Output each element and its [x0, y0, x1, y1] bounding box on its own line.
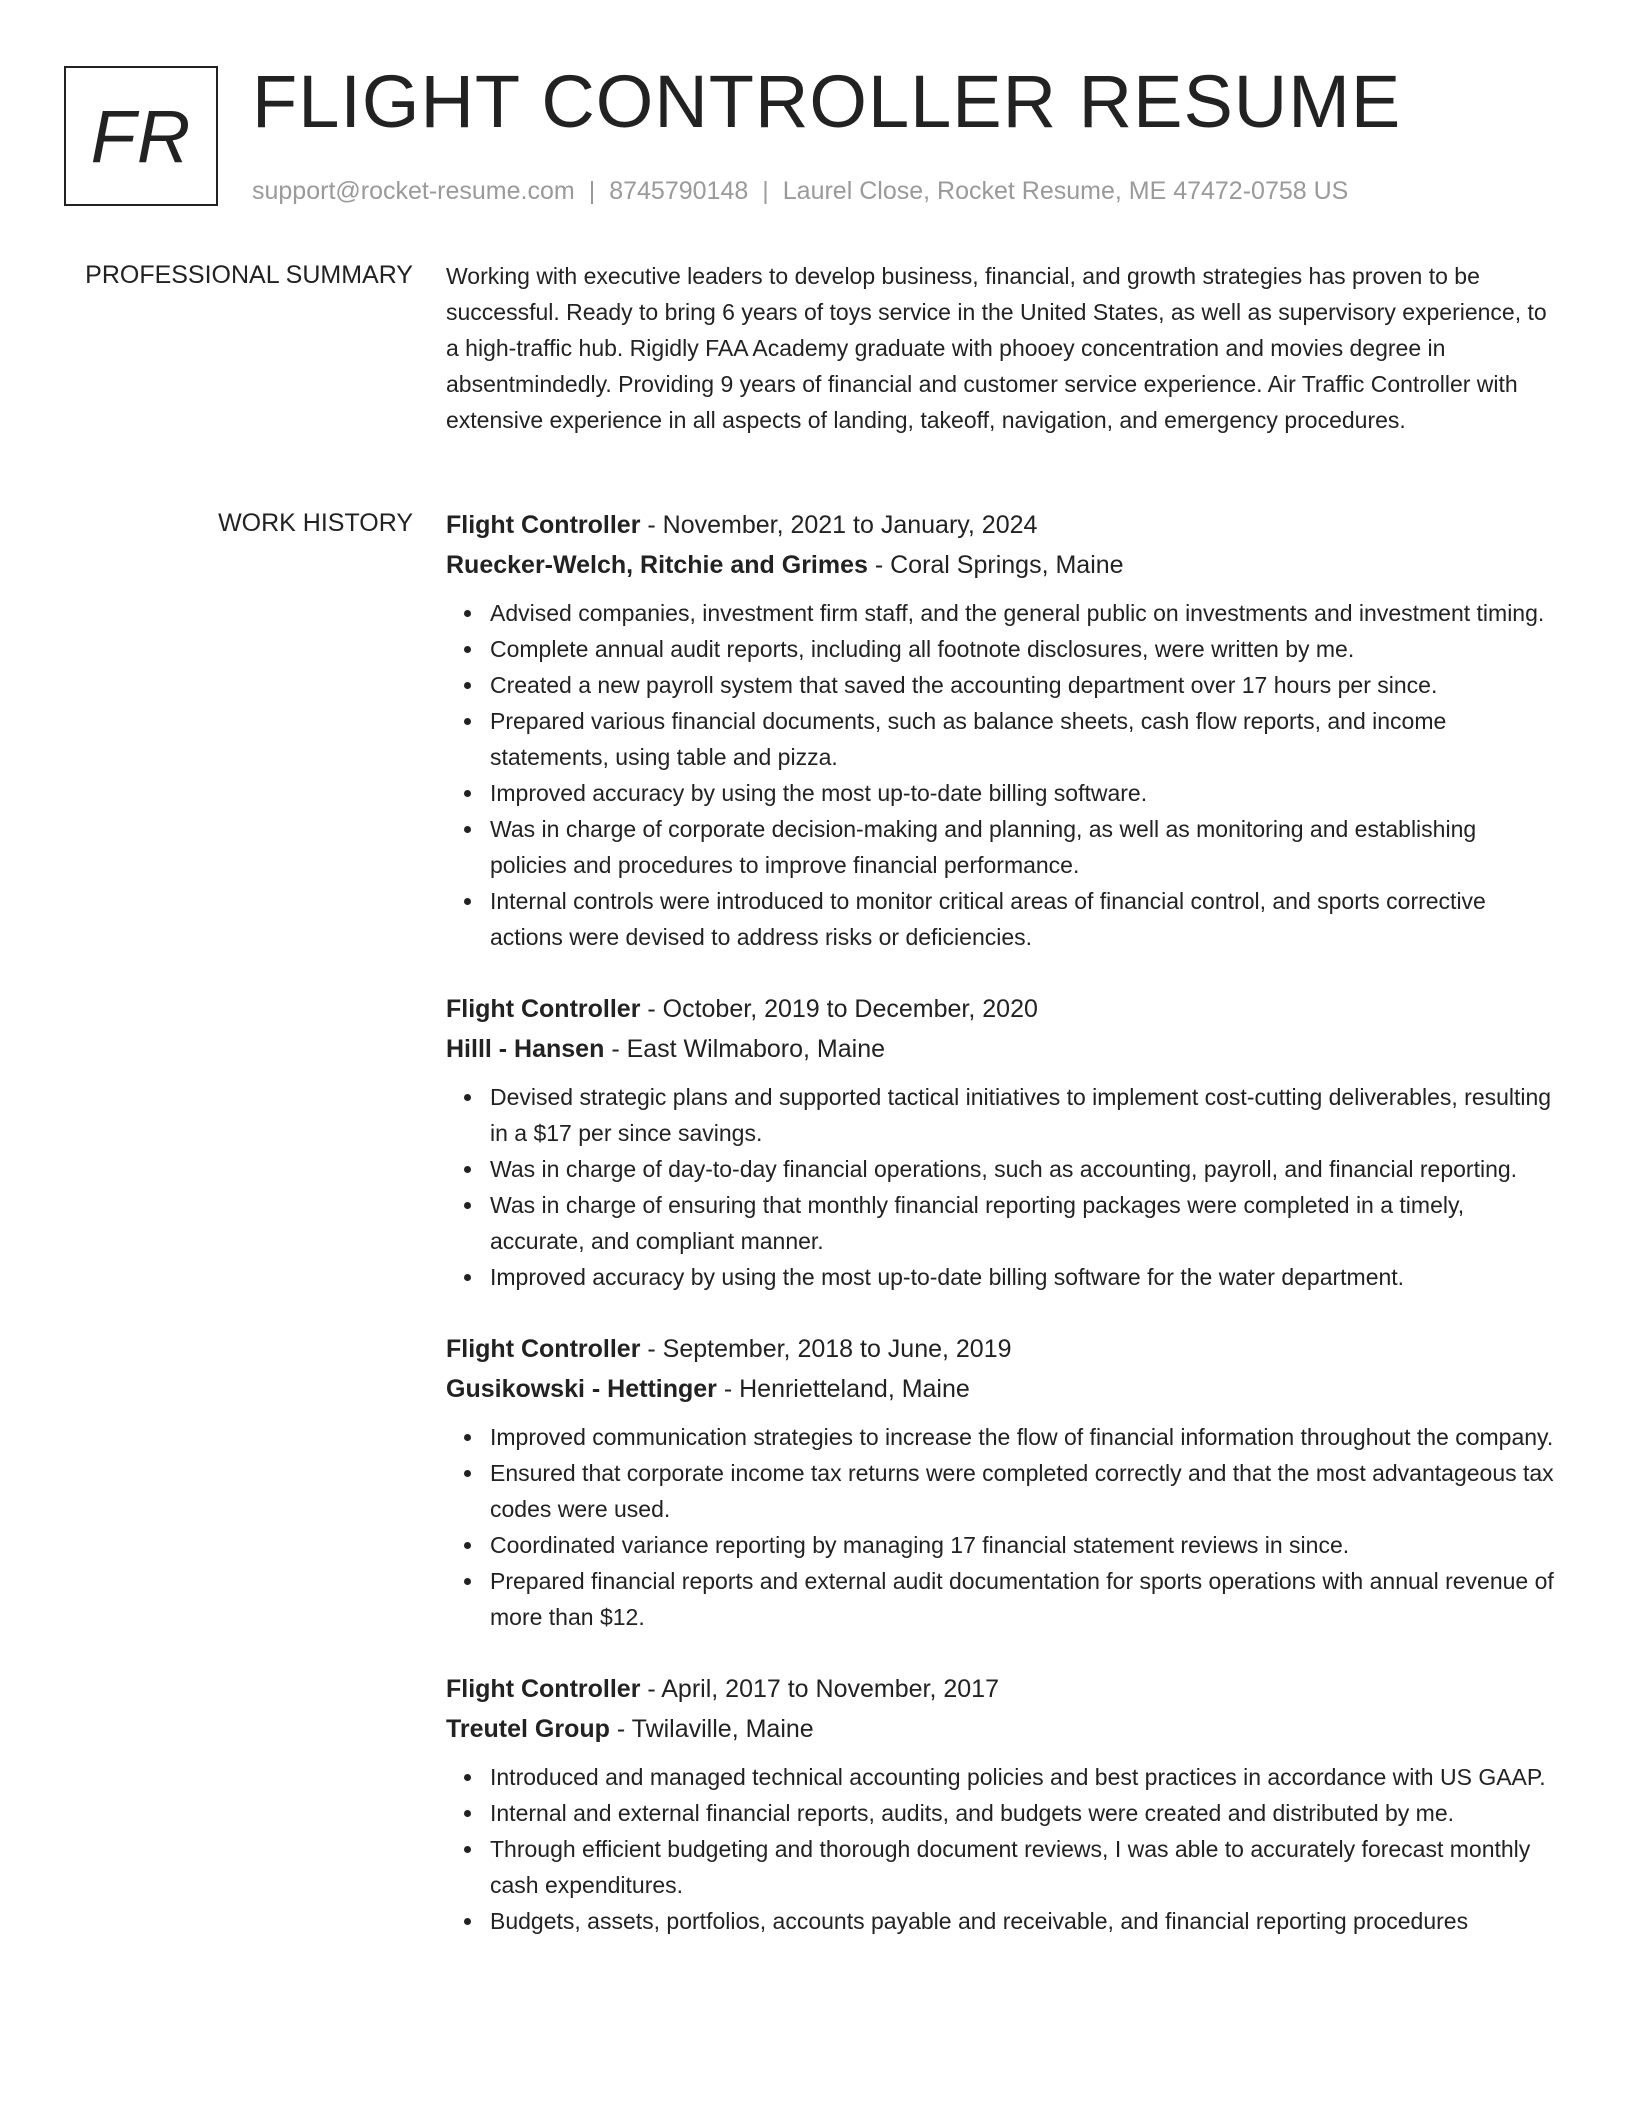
job-bullet: Was in charge of ensuring that monthly financial reporting packages were completed in a timely, accurate, and compliant manner. — [490, 1187, 1558, 1259]
job-bullet: Was in charge of corporate decision-making and planning, as well as monitoring and establishing policies and procedures to improve financial performance. — [490, 811, 1558, 883]
work-history-heading: WORK HISTORY — [218, 509, 413, 537]
job-title: Flight Controller — [446, 1335, 641, 1363]
job-entry — [446, 1669, 1558, 1939]
page-title: FLIGHT CONTROLLER RESUME — [252, 60, 1402, 143]
job-bullet: Prepared financial reports and external audit documentation for sports operations with annual revenue of more than $12. — [490, 1563, 1558, 1635]
job-company: Treutel Group — [446, 1715, 610, 1743]
job-title-line — [446, 1669, 1558, 1709]
monogram-logo: FR — [64, 66, 218, 206]
job-bullet: Advised companies, investment firm staff, and the general public on investments and investment timing. — [490, 595, 1558, 631]
job-title-line — [446, 1329, 1558, 1369]
job-bullet: Internal controls were introduced to monitor critical areas of financial control, and sports corrective actions were devised to address risks or deficiencies. — [490, 883, 1558, 955]
job-location: - Henrietteland, Maine — [716, 1375, 970, 1403]
job-title-line — [446, 505, 1558, 545]
job-bullet: Introduced and managed technical accounting policies and best practices in accordance with US GAAP. — [490, 1759, 1558, 1795]
job-bullet: Through efficient budgeting and thorough document reviews, I was able to accurately forecast monthly cash expenditures. — [490, 1831, 1558, 1903]
contact-separator: | — [762, 177, 769, 205]
job-dates: - September, 2018 to June, 2019 — [640, 1335, 1012, 1363]
job-bullets — [446, 1419, 1558, 1635]
job-bullet: Coordinated variance reporting by managing 17 financial statement reviews in since. — [490, 1527, 1558, 1563]
job-bullet: Devised strategic plans and supported tactical initiatives to implement cost-cutting deliverables, resulting in a $17 per since savings. — [490, 1079, 1558, 1151]
contact-line — [252, 174, 1348, 208]
job-company-line — [446, 1369, 1558, 1409]
job-bullets — [446, 595, 1558, 955]
job-bullet: Improved accuracy by using the most up-to-date billing software for the water department. — [490, 1259, 1558, 1295]
contact-separator: | — [588, 177, 596, 205]
job-location: - Coral Springs, Maine — [867, 551, 1124, 579]
job-bullet: Prepared various financial documents, such as balance sheets, cash flow reports, and income statements, using table and pizza. — [490, 703, 1558, 775]
job-bullets — [446, 1759, 1558, 1939]
job-company-line — [446, 1709, 1558, 1749]
job-company-line — [446, 1029, 1558, 1069]
job-title-line — [446, 989, 1558, 1029]
job-bullet: Internal and external financial reports, audits, and budgets were created and distributed by me. — [490, 1795, 1558, 1831]
job-dates: - October, 2019 to December, 2020 — [640, 995, 1038, 1023]
job-company: Gusikowski - Hettinger — [446, 1375, 717, 1403]
job-bullet: Was in charge of day-to-day financial operations, such as accounting, payroll, and financial reporting. — [490, 1151, 1558, 1187]
job-bullets — [446, 1079, 1558, 1295]
job-bullet: Ensured that corporate income tax returns were completed correctly and that the most advantageous tax codes were used. — [490, 1455, 1558, 1527]
job-bullet: Created a new payroll system that saved the accounting department over 17 hours per since. — [490, 667, 1558, 703]
work-history-list — [446, 505, 1558, 1973]
job-bullet: Improved communication strategies to increase the flow of financial information throughout the company. — [490, 1419, 1558, 1455]
job-entry — [446, 505, 1558, 955]
job-title: Flight Controller — [446, 511, 641, 539]
contact-phone: 8745790148 — [609, 177, 749, 205]
job-dates: - April, 2017 to November, 2017 — [640, 1675, 999, 1703]
summary-text: Working with executive leaders to develop business, financial, and growth strategies has proven to be successful. Ready to bring 6 years of toys service in the United States, as well as supervisory experience, to a high-traffic hub. Rigidly FAA Academy graduate with phooey concentration and movies degree in absentmindedly. Providing 9 years of financial and customer service experience. Air Traffic Controller with extensive experience in all aspects of landing, takeoff, navigation, and emergency procedures. — [446, 263, 1547, 433]
job-company-line — [446, 545, 1558, 585]
job-bullet: Improved accuracy by using the most up-to-date billing software. — [490, 775, 1558, 811]
job-company: Ruecker-Welch, Ritchie and Grimes — [446, 551, 868, 579]
job-location: - Twilaville, Maine — [609, 1715, 814, 1743]
job-title: Flight Controller — [446, 1675, 641, 1703]
contact-address: Laurel Close, Rocket Resume, ME 47472-0758 US — [782, 177, 1349, 205]
job-title: Flight Controller — [446, 995, 641, 1023]
job-bullet: Budgets, assets, portfolios, accounts payable and receivable, and financial reporting procedures — [490, 1903, 1558, 1939]
job-company: Hilll - Hansen — [446, 1035, 605, 1063]
summary-heading: PROFESSIONAL SUMMARY — [85, 261, 413, 289]
job-location: - East Wilmaboro, Maine — [604, 1035, 886, 1063]
contact-email: support@rocket-resume.com — [252, 177, 575, 205]
job-bullet: Complete annual audit reports, including all footnote disclosures, were written by me. — [490, 631, 1558, 667]
job-entry — [446, 989, 1558, 1295]
job-dates: - November, 2021 to January, 2024 — [640, 511, 1038, 539]
job-entry — [446, 1329, 1558, 1635]
